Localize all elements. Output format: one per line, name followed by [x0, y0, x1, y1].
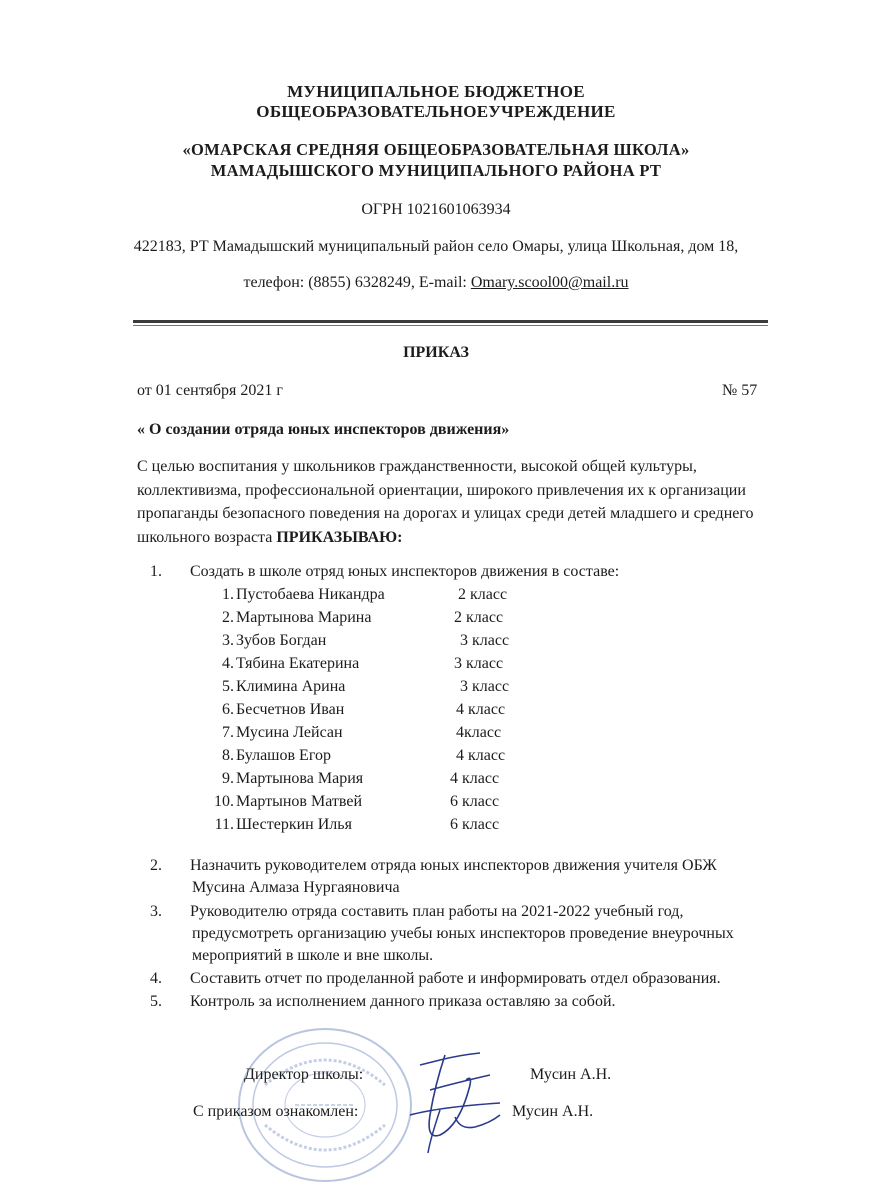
member-row [204, 770, 524, 792]
member-number: 9. [222, 770, 234, 787]
order-item-5 [150, 993, 790, 1011]
item-text: Создать в школе отряд юных инспекторов движения в составе: [190, 563, 620, 580]
document-title: ПРИКАЗ [403, 344, 469, 361]
order-item-2 [150, 857, 790, 896]
order-date: от 01 сентября 2021 г [137, 382, 283, 399]
item-number: 1. [150, 563, 162, 580]
item-text: Руководителю отряда составить план работы на 2021-2022 учебный год, [190, 903, 684, 920]
header-line-1: МУНИЦИПАЛЬНОЕ БЮДЖЕТНОЕ [287, 82, 585, 101]
member-name: Шестеркин Илья [236, 816, 352, 833]
item-text-cont: предусмотреть организацию учебы юных инспекторов проведение внеурочных [192, 925, 734, 942]
item-number: 3. [150, 903, 162, 920]
member-class: 6 класс [450, 816, 500, 833]
member-number: 5. [222, 678, 234, 695]
member-row [204, 655, 524, 677]
header-divider-thin [133, 325, 768, 326]
member-row [204, 747, 524, 769]
member-name: Бесчетнов Иван [236, 701, 345, 718]
member-row [204, 609, 524, 631]
member-class: 3 класс [454, 655, 504, 672]
item-number: 4. [150, 970, 162, 987]
preamble-directive: ПРИКАЗЫВАЮ: [276, 528, 403, 546]
member-name: Климина Арина [236, 678, 346, 695]
director-label: Директор школы: [244, 1066, 364, 1083]
school-name: «ОМАРСКАЯ СРЕДНЯЯ ОБЩЕОБРАЗОВАТЕЛЬНАЯ ШКОЛА» [182, 140, 690, 159]
member-number: 2. [222, 609, 234, 626]
member-row [204, 816, 524, 838]
member-number: 1. [222, 586, 234, 603]
contact-line [0, 274, 872, 292]
member-number: 7. [222, 724, 234, 741]
preamble [137, 455, 777, 549]
member-class: 2 класс [454, 609, 504, 626]
member-row [204, 678, 524, 700]
item-text-cont: Мусина Алмаза Нургаяновича [192, 879, 400, 896]
member-name: Мусина Лейсан [236, 724, 343, 741]
header-line-2: ОБЩЕОБРАЗОВАТЕЛЬНОЕУЧРЕЖДЕНИЕ [256, 102, 616, 121]
member-name: Тябина Екатерина [236, 655, 360, 672]
header-divider [133, 320, 768, 323]
member-name: Зубов Богдан [236, 632, 327, 649]
acknowledged-name: Мусин А.Н. [512, 1103, 594, 1120]
member-row [204, 793, 524, 815]
member-number: 11. [214, 816, 234, 833]
order-number: № 57 [722, 382, 758, 399]
item-number: 5. [150, 993, 162, 1010]
ogrn: ОГРН 1021601063934 [361, 201, 511, 218]
member-row [204, 586, 524, 608]
member-row [204, 701, 524, 723]
member-name: Мартынов Матвей [236, 793, 363, 810]
director-name: Мусин А.Н. [530, 1066, 612, 1083]
order-subject: « О создании отряда юных инспекторов движения» [137, 421, 510, 438]
member-name: Мартынова Мария [236, 770, 364, 787]
member-class: 3 класс [460, 678, 510, 695]
member-class: 4класс [456, 724, 502, 741]
address: 422183, РТ Мамадышский муниципальный район село Омары, улица Школьная, дом 18, [133, 238, 739, 255]
district-name: МАМАДЫШСКОГО МУНИЦИПАЛЬНОГО РАЙОНА РТ [210, 161, 662, 180]
item-text: Составить отчет по проделанной работе и информировать отдел образования. [190, 970, 721, 987]
member-class: 2 класс [458, 586, 508, 603]
member-name: Мартынова Марина [236, 609, 372, 626]
member-number: 8. [222, 747, 234, 764]
member-number: 4. [222, 655, 234, 672]
item-text: Назначить руководителем отряда юных инспекторов движения учителя ОБЖ [190, 857, 717, 874]
signature-icon [400, 1045, 510, 1165]
member-class: 4 класс [456, 701, 506, 718]
member-class: 4 класс [450, 770, 500, 787]
member-name: Пустобаева Никандра [236, 586, 385, 603]
email-link[interactable]: Omary.scool00@mail.ru [470, 274, 629, 291]
member-number: 10. [214, 793, 234, 810]
member-number: 6. [222, 701, 234, 718]
member-name: Булашов Егор [236, 747, 331, 764]
order-item-1 [150, 563, 620, 581]
member-row [204, 724, 524, 746]
member-class: 4 класс [456, 747, 506, 764]
preamble-text: С целью воспитания у школьников гражданственности, высокой общей культуры, коллективизма, профессиональной ориентации, широкого привлечения их к организации пропаганды безопасного поведения на дорогах и улицах среди детей младшего и среднего школьного возраста [137, 458, 754, 546]
member-number: 3. [222, 632, 234, 649]
order-item-3 [150, 903, 790, 964]
order-item-4 [150, 970, 790, 988]
item-text: Контроль за исполнением данного приказа оставляю за собой. [190, 993, 616, 1010]
item-number: 2. [150, 857, 162, 874]
member-class: 6 класс [450, 793, 500, 810]
item-text-cont: мероприятий в школе и вне школы. [192, 947, 434, 964]
member-class: 3 класс [460, 632, 510, 649]
acknowledged-label: С приказом ознакомлен: [193, 1103, 359, 1120]
member-row [204, 632, 524, 654]
phone: телефон: (8855) 6328249, E-mail: [243, 274, 471, 291]
